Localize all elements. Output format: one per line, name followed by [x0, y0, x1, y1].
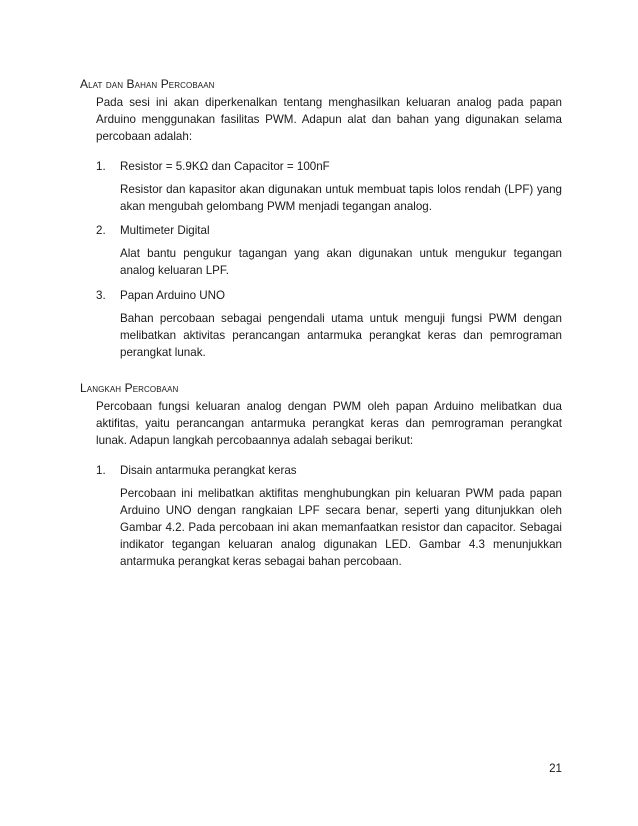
list-item-number: 3.: [96, 289, 106, 302]
section-intro-alat-bahan: Pada sesi ini akan diperkenalkan tentang menghasilkan keluaran analog pada papan Arduino menggunakan fasilitas PWM. Adapun alat dan bahan yang digunakan selama percobaan adalah:: [96, 96, 562, 143]
section-intro-langkah: Percobaan fungsi keluaran analog dengan PWM oleh papan Arduino melibatkan dua aktifitas, yaitu perancangan antarmuka perangkat keras dan pemrograman perangkat lunak. Adapun langkah percobaannya adalah sebagai berikut:: [96, 400, 562, 447]
list-item-body-resistor-capacitor: Resistor dan kapasitor akan digunakan untuk membuat tapis lolos rendah (LPF) yang akan mengubah gelombang PWM menjadi tegangan analog.: [120, 183, 562, 213]
list-item-title-resistor-capacitor: Resistor = 5.9KΩ dan Capacitor = 100nF: [120, 160, 330, 173]
list-item-body-disain-antarmuka: Percobaan ini melibatkan aktifitas menghubungkan pin keluaran PWM pada papan Arduino UNO dengan rangkaian LPF secara benar, seperti yang ditunjukkan oleh Gambar 4.2. Pada percobaan ini akan memanfaatkan resistor dan capacitor. Sebagai indikator tegangan keluaran analog digunakan LED. Gambar 4.3 menunjukkan antarmuka perangkat keras sebagai bahan percobaan.: [120, 487, 562, 568]
list-item-body-arduino-uno: Bahan percobaan sebagai pengendali utama untuk menguji fungsi PWM dengan melibatkan aktivitas perancangan antarmuka perangkat keras dan pemrograman perangkat lunak.: [120, 312, 562, 359]
list-item-title-multimeter: Multimeter Digital: [120, 224, 210, 237]
list-item-number: 1.: [96, 160, 106, 173]
list-item-body-multimeter: Alat bantu pengukur tagangan yang akan digunakan untuk mengukur tegangan analog keluaran LPF.: [120, 247, 562, 277]
list-item-title-disain-antarmuka: Disain antarmuka perangkat keras: [120, 464, 297, 477]
section-heading-alat-bahan: Alat dan Bahan Percobaan: [80, 77, 215, 91]
list-item-number: 2.: [96, 224, 106, 237]
page-number: 21: [549, 762, 562, 775]
section-heading-langkah: Langkah Percobaan: [80, 381, 179, 395]
list-item-title-arduino-uno: Papan Arduino UNO: [120, 289, 226, 302]
list-item-number: 1.: [96, 464, 106, 477]
